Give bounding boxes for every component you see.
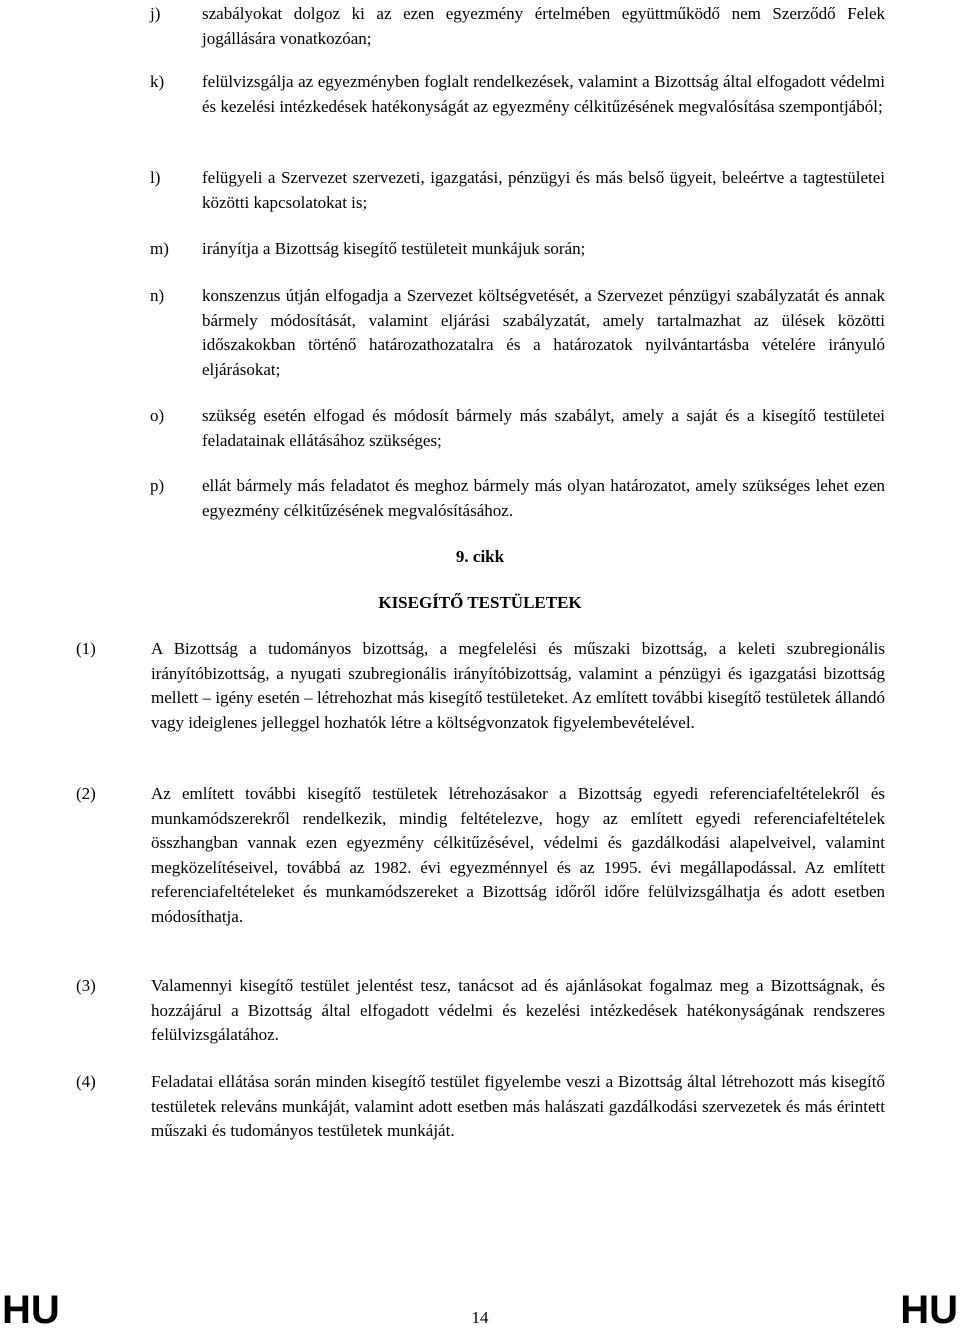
numbered-paragraph	[76, 637, 885, 735]
numbered-paragraph	[76, 974, 885, 1048]
footer-language-code-right: HU	[900, 1288, 958, 1332]
paragraph-text: Valamennyi kisegítő testület jelentést tesz, tanácsot ad és ajánlásokat fogalmaz meg a Bizottságnak, és hozzájárul a Bizottság által elfogadott védelmi és kezelési intézkedések hatékonyságának rendszeres felülvizsgálatához.	[151, 976, 885, 1044]
numbered-paragraph	[76, 1070, 885, 1144]
list-item-marker: o)	[150, 406, 165, 425]
paragraph-number: (4)	[76, 1072, 96, 1091]
paragraph-text: Az említett további kisegítő testületek létrehozásakor a Bizottság egyedi referenciafeltételekről és munkamódszerekről rendelkezik, mindig feltételezve, hogy az említett egyedi referenciafeltételek összhangban vannak ezen egyezmény célkitűzésével, védelmi és gazdálkodási alapelveivel, valamint megközelítéseivel, továbbá az 1982. évi egyezménnyel és az 1995. évi megállapodással. Az említett referenciafeltételeket és munkamódszereket a Bizottság időről időre felülvizsgálhatja és adott esetben módosíthatja.	[151, 784, 885, 926]
list-item-marker: j)	[150, 4, 161, 23]
numbered-paragraph	[76, 782, 885, 929]
list-item-marker: m)	[150, 239, 169, 258]
list-item-text: ellát bármely más feladatot és meghoz bármely más olyan határozatot, amely szükséges lehet ezen egyezmény célkitűzésének megvalósításához.	[202, 476, 885, 520]
paragraph-number: (2)	[76, 784, 96, 803]
paragraph-number: (1)	[76, 639, 96, 658]
list-item	[150, 284, 885, 382]
list-item	[150, 404, 885, 453]
list-item-marker: k)	[150, 72, 165, 91]
list-item-marker: p)	[150, 476, 165, 495]
footer-language-code-left: HU	[2, 1288, 60, 1332]
list-item	[150, 237, 885, 262]
page-number: 14	[471, 1308, 489, 1327]
list-item-text: felügyeli a Szervezet szervezeti, igazgatási, pénzügyi és más belső ügyeit, beleértve a tagtestületei közötti kapcsolatokat is;	[202, 168, 885, 212]
paragraph-text: Feladatai ellátása során minden kisegítő testület figyelembe veszi a Bizottság által létrehozott más kisegítő testületek releváns munkáját, valamint adott esetben más halászati gazdálkodási szervezetek és más érintett műszaki és tudományos testületek munkáját.	[151, 1072, 885, 1140]
list-item-marker: l)	[150, 168, 161, 187]
list-item	[150, 166, 885, 215]
list-item-text: szükség esetén elfogad és módosít bármely más szabályt, amely a saját és a kisegítő testületei feladatainak ellátásához szükséges;	[202, 406, 885, 450]
list-item-marker: n)	[150, 286, 165, 305]
list-item-text: felülvizsgálja az egyezményben foglalt rendelkezések, valamint a Bizottság által elfogadott védelmi és kezelési intézkedések hatékonyságát az egyezmény célkitűzésének megvalósítása szempontjából;	[202, 72, 885, 116]
list-item-text: szabályokat dolgoz ki az ezen egyezmény értelmében együttműködő nem Szerződő Felek jogállására vonatkozóan;	[202, 4, 885, 48]
list-item	[150, 70, 885, 119]
list-item	[150, 474, 885, 523]
list-item-text: konszenzus útján elfogadja a Szervezet költségvetését, a Szervezet pénzügyi szabályzatát és annak bármely módosítását, valamint eljárási szabályzatát, amely tartalmazhat az ülések közötti időszakokban történő határozathozatalra és a határozatok nyilvántartásba vételére irányuló eljárásokat;	[202, 286, 885, 379]
list-item	[150, 2, 885, 51]
list-item-text: irányítja a Bizottság kisegítő testületeit munkájuk során;	[202, 239, 586, 258]
paragraph-text: A Bizottság a tudományos bizottság, a megfelelési és műszaki bizottság, a keleti szubregionális irányítóbizottság, a nyugati szubregionális irányítóbizottság, valamint a pénzügyi és igazgatási bizottság mellett – igény esetén – létrehozhat más kisegítő testületeket. Az említett további kisegítő testületek állandó vagy ideiglenes jelleggel hozhatók létre a költségvonzatok figyelembevételével.	[151, 639, 885, 732]
article-title: KISEGÍTŐ TESTÜLETEK	[378, 593, 582, 612]
article-number: 9. cikk	[455, 547, 505, 566]
paragraph-number: (3)	[76, 976, 96, 995]
